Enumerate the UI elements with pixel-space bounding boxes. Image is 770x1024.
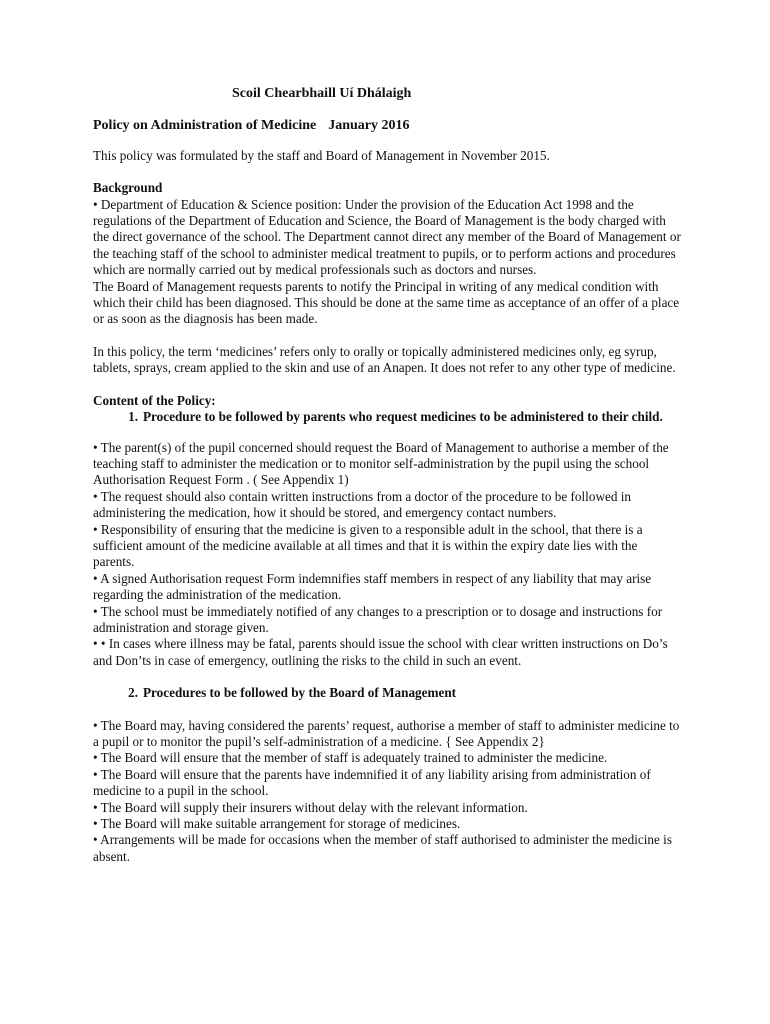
list-item: • Responsibility of ensuring that the medicine is given to a responsible adult in the school, that there is a sufficient amount of the medicine available at all times and that it is within the expiry date lies with the parents. [93, 521, 643, 570]
document-body [93, 86, 681, 865]
section-1-title: Procedure to be followed by parents who request medicines to be administered to their child. [143, 409, 663, 425]
section-2-heading [93, 685, 681, 701]
list-item: • The Board will make suitable arrangement for storage of medicines. [93, 816, 461, 832]
intro-text: This policy was formulated by the staff and Board of Management in November 2015. [93, 147, 550, 163]
list-item: • The Board will supply their insurers without delay with the relevant information. [93, 799, 528, 815]
school-name: Scoil Chearbhaill Uí Dhálaigh [232, 86, 412, 101]
background-heading: Background [93, 180, 163, 196]
section-2-list [93, 718, 681, 866]
list-item: • The school must be immediately notified of any changes to a prescription or to dosage and instructions for administration and storage given. [93, 603, 663, 635]
policy-title: Policy on Administration of Medicine [93, 118, 317, 134]
list-item: • The Board will ensure that the parents have indemnified it of any liability arising from administration of medicine to a pupil in the school. [93, 766, 651, 799]
background-bullet: • Department of Education & Science position: Under the provision of the Education Act 1998 and the regulations of the Department of Education and Science, the Board of Management is the body charged with the direct governance of the school. The Department cannot direct any member of the Board of Management or the teaching staff of the school to administer medical treatment to pupils, or to perform actions and procedures which are normally carried out by medical professionals such as doctors and nurses. [93, 196, 681, 278]
section-1-heading [93, 409, 681, 425]
list-item: • • In cases where illness may be fatal, parents should issue the school with clear written instructions on Do’s and Don’ts in case of emergency, outlining the risks to the child in such an event. [93, 636, 668, 668]
section-1-list [93, 440, 681, 670]
content-heading: Content of the Policy: [93, 392, 216, 408]
policy-date: January 2016 [328, 118, 410, 134]
list-item: • Arrangements will be made for occasions when the member of staff authorised to administer the medicine is absent. [93, 832, 672, 864]
background-paragraph: The Board of Management requests parents to notify the Principal in writing of any medical condition with which their child has been diagnosed. This should be done at the same time as acceptance of an offer of a place or as soon as the diagnosis has been made. [93, 278, 680, 327]
list-item: • A signed Authorisation request Form indemnifies staff members in respect of any liability that may arise regarding the administration of the medication. [93, 570, 652, 603]
policy-title-line [93, 118, 681, 134]
section-1-number: 1. [128, 409, 138, 425]
section-2-title: Procedures to be followed by the Board of Management [143, 685, 457, 701]
definition-paragraph: In this policy, the term ‘medicines’ refers only to orally or topically administered medicines only, eg syrup, tablets, sprays, cream applied to the skin and use of an Anapen. It does not refer to any other type of medicine. [93, 343, 676, 376]
list-item: • The parent(s) of the pupil concerned should request the Board of Management to authorise a member of the teaching staff to administer the medication or to monitor self-administration by the pupil using the school Authorisation Request Form . ( See Appendix 1) [93, 439, 669, 488]
list-item: • The Board will ensure that the member of staff is adequately trained to administer the medicine. [93, 750, 608, 766]
list-item: • The request should also contain written instructions from a doctor of the procedure to be followed in administering the medication, how it should be stored, and emergency contact numbers. [93, 488, 631, 521]
list-item: • The Board may, having considered the parents’ request, authorise a member of staff to administer medicine to a pupil or to monitor the pupil’s self-administration of a medicine. { See Appendix 2} [93, 717, 680, 749]
section-2-number: 2. [128, 685, 138, 701]
